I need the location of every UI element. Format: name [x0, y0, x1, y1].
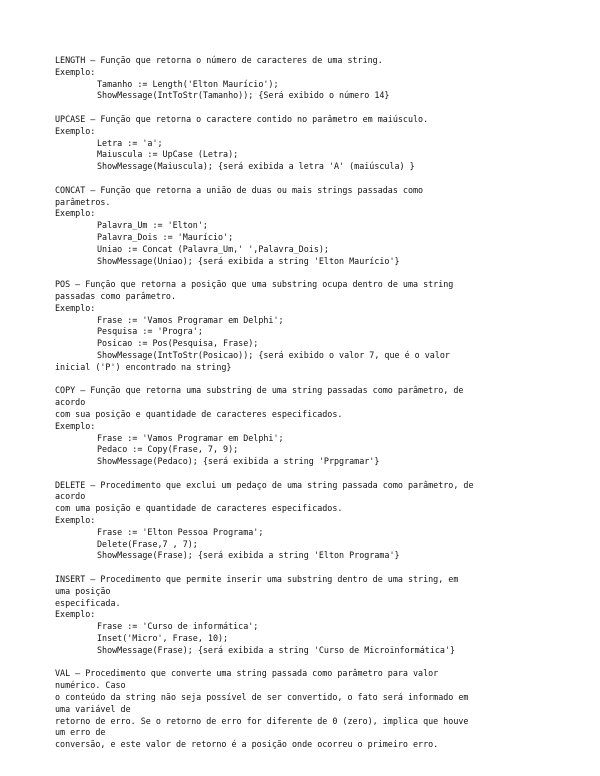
text-line: acordo	[55, 491, 86, 502]
code-line: Frase := 'Vamos Programar em Delphi';	[97, 432, 284, 443]
text-line: parâmetros.	[55, 196, 111, 207]
section-delete	[55, 480, 565, 563]
example-label: Exemplo:	[55, 302, 96, 313]
text-line: VAL – Procedimento que converte uma string passada como parâmetro para valor	[55, 668, 439, 679]
example-label: Exemplo:	[55, 515, 96, 526]
text-line: o conteúdo da string não seja possível de ser convertido, o fato será informado em	[55, 692, 469, 703]
code-line: Tamanho := Length('Elton Maurício');	[97, 78, 279, 89]
code-line: Pesquisa := 'Progra';	[97, 326, 203, 337]
text-line: COPY – Função que retorna uma substring de uma string passadas como parâmetro, de	[55, 385, 464, 396]
section-concat	[55, 185, 565, 268]
code-line: Palavra_Um := 'Elton';	[97, 220, 208, 231]
code-line: Pedaco := Copy(Frase, 7, 9);	[97, 444, 239, 455]
code-line: Uniao := Concat (Palavra_Um,' ',Palavra_Dois);	[97, 243, 329, 254]
text-line: uma posição	[55, 585, 111, 596]
code-line: ShowMessage(Maiuscula); {será exibida a letra 'A' (maiúscula) }	[97, 161, 415, 172]
code-line: Posicao := Pos(Pesquisa, Frase);	[97, 338, 259, 349]
text-line: POS – Função que retorna a posição que uma substring ocupa dentro de uma string	[55, 279, 454, 290]
code-line: ShowMessage(Uniao); {será exibida a string 'Elton Maurício'}	[97, 255, 400, 266]
text-line: DELETE – Procedimento que exclui um pedaço de uma string passada como parâmetro, de	[55, 479, 474, 490]
text-line: UPCASE – Função que retorna o caractere contido no parâmetro em maiúsculo.	[55, 113, 429, 124]
code-line: ShowMessage(IntToStr(Posicao)); {será exibido o valor 7, que é o valor	[97, 349, 450, 360]
section-copy	[55, 385, 565, 468]
document-page	[55, 55, 565, 763]
example-label: Exemplo:	[55, 66, 96, 77]
text-line: especificada.	[55, 597, 121, 608]
text-line: passadas como parâmetro.	[55, 290, 177, 301]
example-label: Exemplo:	[55, 420, 96, 431]
text-line: conversão, e este valor de retorno é a posição onde ocorreu o primeiro erro.	[55, 739, 439, 750]
code-line: Frase := 'Curso de informática';	[97, 621, 259, 632]
code-line: Maiuscula := UpCase (Letra);	[97, 149, 239, 160]
section-pos	[55, 279, 565, 373]
text-line: retorno de erro. Se o retorno de erro for diferente de 0 (zero), implica que houve	[55, 715, 469, 726]
code-line: ShowMessage(IntToStr(Tamanho)); {Será exibido o número 14}	[97, 90, 390, 101]
text-line: um erro de	[55, 727, 106, 738]
section-upcase	[55, 114, 565, 173]
text-line: acordo	[55, 397, 86, 408]
code-line: Frase := 'Vamos Programar em Delphi';	[97, 314, 284, 325]
code-line: Palavra_Dois := 'Maurício';	[97, 231, 234, 242]
code-line: Inset('Micro', Frase, 10);	[97, 633, 229, 644]
text-line: INSERT – Procedimento que permite inserir uma substring dentro de uma string, em	[55, 574, 459, 585]
text-line: com uma posição e quantidade de caracteres especificados.	[55, 503, 343, 514]
text-line: numérico. Caso	[55, 680, 126, 691]
text-line: inicial ('P') encontrado na string}	[55, 361, 232, 372]
section-val	[55, 668, 565, 751]
text-line: LENGTH – Função que retorna o número de caracteres de uma string.	[55, 55, 383, 65]
section-insert	[55, 574, 565, 657]
section-length	[55, 55, 565, 102]
example-label: Exemplo:	[55, 208, 96, 219]
text-line: CONCAT – Função que retorna a união de duas ou mais strings passadas como	[55, 184, 424, 195]
example-label: Exemplo:	[55, 609, 96, 620]
code-line: Frase := 'Elton Pessoa Programa';	[97, 526, 264, 537]
code-line: Letra := 'a';	[97, 137, 163, 148]
code-line: ShowMessage(Pedaco); {será exibida a string 'Prpgramar'}	[97, 456, 380, 467]
code-line: ShowMessage(Frase); {será exibida a string 'Elton Programa'}	[97, 550, 400, 561]
code-line: ShowMessage(Frase); {será exibida a string 'Curso de Microinformática'}	[97, 644, 455, 655]
code-line: Delete(Frase,7 , 7);	[97, 538, 198, 549]
text-line: uma variável de	[55, 703, 131, 714]
text-line: com sua posição e quantidade de caracteres especificados.	[55, 408, 343, 419]
example-label: Exemplo:	[55, 125, 96, 136]
